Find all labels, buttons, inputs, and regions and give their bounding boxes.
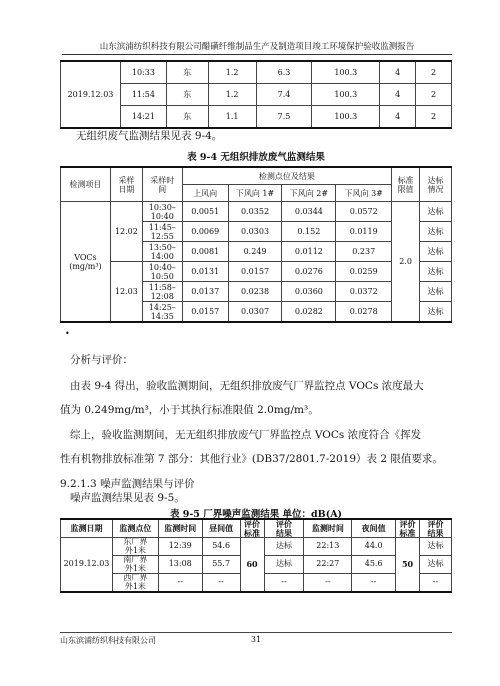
table-9-4 [60,166,452,323]
header-time: 采样时间 [142,167,182,202]
table-row: 2019.12.03 东厂界外1米 12:39 54.6 60 达标 22:13 44.0 50 达标 [61,538,452,556]
top-continuation-table [60,60,452,129]
table-header-row: 监测日期 监测点位 监测时间 昼间值 评价标准 评价结果 监测时间 夜间值 评价标准 评价结果 [61,519,452,538]
table-9-5 [60,518,452,593]
header-date: 采样日期 [110,167,142,202]
header-points: 检测点位及结果 [182,167,391,185]
page-footer [60,632,452,645]
header-limit: 标准限值 [392,167,420,202]
date-cell: 2019.12.03 [61,538,113,593]
table-row: 11:58–12:08 0.0137 0.0238 0.0360 0.0372 达标 [61,282,452,302]
date-cell: 12.02 [110,202,142,262]
table-row: 南厂界外1米 13:08 55.7 达标 22:27 45.6 达标 [61,556,452,574]
table-row: 西厂界外1米 -- -- -- -- -- -- [61,574,452,593]
page-header: 山东滨浦纺织科技有限公司醋磺纤维制品生产及制造项目竣工环境保护验收监测报告 [62,40,452,55]
analysis-heading: 分析与评价： [70,354,133,366]
analysis-p2-line2: 性有机物排放标准第 7 部分：其他行业》(DB37/2801.7-2019）表 2 限值要求。 [60,453,443,465]
limit-cell: 2.0 [392,202,420,323]
table-row: 11:45–12:55 0.0069 0.0303 0.152 0.0119 达标 [61,222,452,242]
date-cell: 2019.12.03 [61,61,121,128]
header-item: 检测项目 [61,167,111,202]
intro-text: 无组织废气监测结果见表 9-4。 [76,130,223,142]
bullet-mark: • [65,329,70,338]
table-row: 12.03 10:40–10:50 0.0131 0.0157 0.0276 0.0259 达标 [61,262,452,282]
noise-intro: 噪声监测结果见表 9-5。 [70,492,185,504]
table-row: 14:25–14:35 0.0157 0.0307 0.0282 0.0278 达标 [61,302,452,323]
analysis-p1-line2: 值为 0.249mg/m³，小于其执行标准限值 2.0mg/m³。 [60,404,319,416]
header-status: 达标情况 [420,167,452,202]
table-row: 14:21 东 1.1 7.5 100.3 4 2 [61,106,452,129]
analysis-p1-line1: 由表 9-4 得出，验收监测期间，无组织排放废气厂界监控点 VOCs 浓度最大 [70,380,424,392]
date-cell: 12.03 [110,262,142,323]
page-number: 31 [250,635,262,644]
table-row: 2019.12.03 10:33 东 1.2 6.3 100.3 4 2 [61,61,452,84]
night-standard: 50 [396,538,420,593]
table-row: 11:54 东 1.2 7.4 100.3 4 2 [61,84,452,106]
day-standard: 60 [240,538,264,593]
analysis-p2-line1: 综上，验收监测期间，无无组织排放废气厂界监控点 VOCs 浓度符合《挥发 [70,429,422,441]
table-row: VOCs (mg/m³) 12.02 10:30–10:40 0.0051 0.0352 0.0344 0.0572 2.0 达标 [61,202,452,222]
table-row: 13:50–14:00 0.0081 0.249 0.0112 0.237 达标 [61,242,452,262]
footer-company: 山东滨浦纺织科技有限公司 [60,636,156,645]
section-heading: 9.2.1.3 噪声监测结果与评价 [60,478,195,490]
item-cell: VOCs (mg/m³) [61,202,111,323]
table-header-row [61,167,452,185]
table4-caption: 表 9-4 无组织排放废气监测结果 [187,152,325,163]
table5-caption: 表 9-5 厂界噪声监测结果 单位：dB(A) [169,509,343,520]
table-header-row: 上风向 下风向 1# 下风向 2# 下风向 3# [61,185,452,202]
